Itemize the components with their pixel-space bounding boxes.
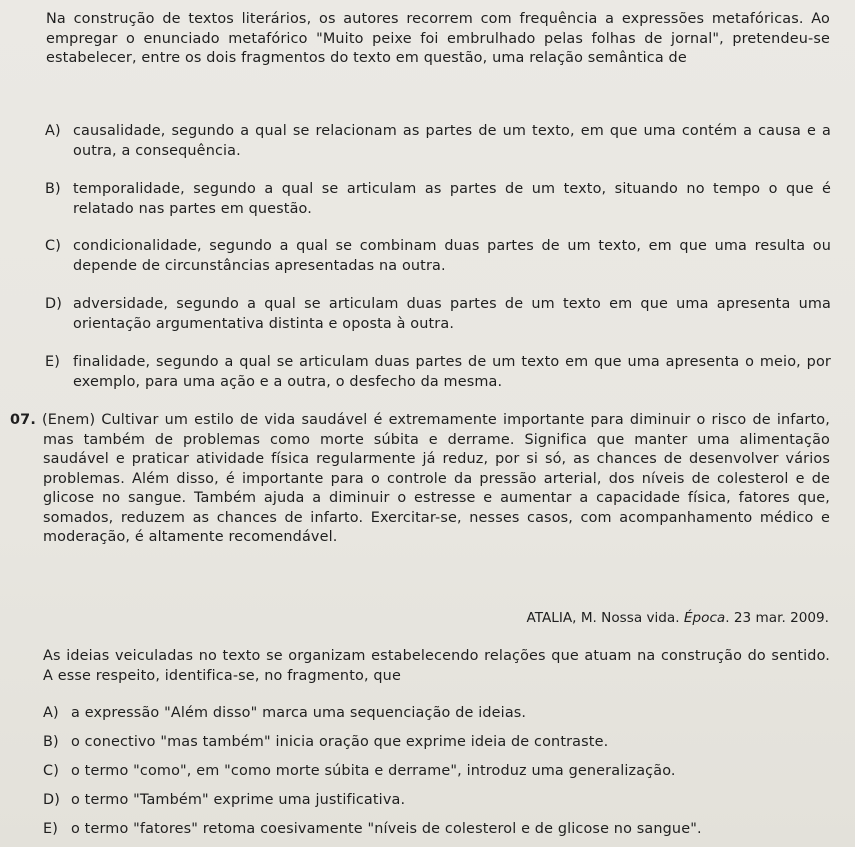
q7-option-c bbox=[43, 762, 831, 782]
option-text: temporalidade, segundo a qual se articulam as partes de um texto, situando no tempo o que é relatado nas partes em questão. bbox=[73, 181, 831, 217]
option-text: o termo "como", em "como morte súbita e derrame", introduz uma generalização. bbox=[71, 763, 676, 779]
option-letter: B) bbox=[43, 734, 59, 750]
option-text: causalidade, segundo a qual se relacionam as partes de um texto, em que uma contém a causa e a outra, a consequência. bbox=[73, 123, 831, 159]
q7-prompt: As ideias veiculadas no texto se organizam estabelecendo relações que atuam na construção do sentido. A esse respeito, identifica-se, no fragmento, que bbox=[43, 648, 830, 684]
q6-option-e bbox=[45, 353, 831, 392]
option-text: a expressão "Além disso" marca uma sequenciação de ideias. bbox=[71, 705, 527, 721]
option-letter: D) bbox=[45, 296, 62, 312]
q7-source-tag: (Enem) bbox=[42, 412, 96, 428]
q7-option-b bbox=[43, 733, 831, 753]
citation-date: . 23 mar. 2009. bbox=[725, 610, 829, 626]
q6-option-a bbox=[45, 122, 831, 161]
option-text: adversidade, segundo a qual se articulam duas partes de um texto em que uma apresenta uma orientação argumentativa distinta e oposta à outra. bbox=[73, 296, 831, 332]
option-letter: D) bbox=[43, 792, 60, 808]
citation-source: Época bbox=[683, 610, 726, 626]
q7-option-a bbox=[43, 704, 831, 724]
q6-intro: Na construção de textos literários, os autores recorrem com frequência a expressões metafóricas. Ao empregar o enunciado metafórico "Muito peixe foi embrulhado pelas folhas de jornal", pretendeu-se estabelecer, entre os dois fragmentos do texto em questão, uma relação semântica de bbox=[46, 11, 830, 66]
q7-passage bbox=[10, 411, 830, 548]
q6-option-c bbox=[45, 237, 831, 276]
citation-author: ATALIA, M. Nossa vida. bbox=[526, 610, 680, 626]
q7-citation bbox=[527, 609, 830, 627]
option-letter: C) bbox=[45, 238, 61, 254]
option-letter: C) bbox=[43, 763, 59, 779]
q7-option-e bbox=[43, 820, 831, 840]
q7-passage-text: Cultivar um estilo de vida saudável é extremamente importante para diminuir o risco de infarto, mas também de problemas como morte súbita e derrame. Significa que manter uma alimentação saudável e praticar atividade física regularmente já reduz, por si só, as chances de desenvolver vários problemas. Além disso, é importante para o controle da pressão arterial, dos níveis de colesterol e de glicose no sangue. Também ajuda a diminuir o estresse e aumentar a capacidade física, fatores que, somados, reduzem as chances de infarto. Exercitar-se, nesses casos, com acompanhamento médico e moderação, é altamente recomendável. bbox=[43, 412, 830, 545]
option-text: condicionalidade, segundo a qual se combinam duas partes de um texto, em que uma resulta ou depende de circunstâncias apresentadas na outra. bbox=[73, 238, 831, 274]
option-text: o termo "Também" exprime uma justificativa. bbox=[71, 792, 406, 808]
option-text: finalidade, segundo a qual se articulam duas partes de um texto em que uma apresenta o meio, por exemplo, para uma ação e a outra, o desfecho da mesma. bbox=[73, 354, 831, 390]
option-text: o termo "fatores" retoma coesivamente "níveis de colesterol e de glicose no sangue". bbox=[71, 821, 702, 837]
option-letter: A) bbox=[45, 123, 61, 139]
option-letter: B) bbox=[45, 181, 61, 197]
q6-option-b bbox=[45, 180, 831, 219]
q7-number: 07. bbox=[10, 412, 36, 428]
option-letter: E) bbox=[45, 354, 61, 370]
option-text: o conectivo "mas também" inicia oração que exprime ideia de contraste. bbox=[71, 734, 609, 750]
q6-option-d bbox=[45, 295, 831, 334]
q7-option-d bbox=[43, 791, 831, 811]
option-letter: E) bbox=[43, 821, 59, 837]
option-letter: A) bbox=[43, 705, 59, 721]
